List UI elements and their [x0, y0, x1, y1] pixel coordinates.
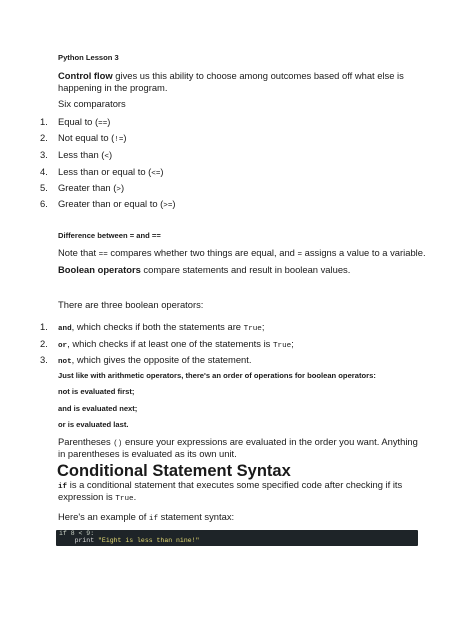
list-number: 2.: [40, 132, 48, 143]
if-description-line-2: expression is True.: [58, 491, 137, 503]
order-line-or: or is evaluated last.: [58, 420, 129, 429]
list-number: 2.: [40, 338, 48, 349]
list-number: 3.: [40, 149, 48, 160]
list-item: Equal to (==): [58, 116, 111, 128]
if-description: if is a conditional statement that executes some specified code after checking if its: [58, 479, 403, 491]
six-comparators-label: Six comparators: [58, 98, 126, 109]
list-number: 1.: [40, 321, 48, 332]
list-number: 5.: [40, 182, 48, 193]
section-heading: Conditional Statement Syntax: [57, 462, 291, 480]
list-item: Less than or equal to (<=): [58, 166, 164, 178]
boolean-operators-paragraph: Boolean operators compare statements and result in boolean values.: [58, 264, 351, 275]
difference-heading: Difference between = and ==: [58, 231, 161, 240]
control-flow-term: Control flow: [58, 70, 113, 81]
list-number: 1.: [40, 116, 48, 127]
list-item: Not equal to (!=): [58, 132, 127, 144]
list-item: Less than (<): [58, 149, 113, 161]
three-operators-label: There are three boolean operators:: [58, 299, 204, 310]
list-item: or, which checks if at least one of the statements is True;: [58, 338, 294, 350]
note-paragraph: Note that == compares whether two things are equal, and = assigns a value to a variable.: [58, 247, 426, 259]
parentheses-paragraph: Parentheses () ensure your expressions are evaluated in the order you want. Anything: [58, 436, 418, 448]
list-number: 6.: [40, 198, 48, 209]
example-intro: Here's an example of if statement syntax:: [58, 511, 235, 523]
list-item: not, which gives the opposite of the statement.: [58, 354, 252, 366]
code-line: print "Eight is less than nine!": [59, 537, 200, 544]
code-line: if 8 < 9:: [59, 530, 95, 537]
list-item: Greater than or equal to (>=): [58, 198, 176, 210]
list-number: 3.: [40, 354, 48, 365]
intro-line-2: happening in the program.: [58, 82, 168, 93]
code-block: [56, 530, 418, 546]
order-line-not: not is evaluated first;: [58, 387, 135, 396]
intro-paragraph: [58, 70, 404, 82]
list-number: 4.: [40, 166, 48, 177]
intro-text: gives us this ability to choose among outcomes based off what else is: [112, 70, 404, 81]
parentheses-line-2: in parentheses is evaluated as its own unit.: [58, 448, 237, 459]
lesson-title: Python Lesson 3: [58, 53, 119, 62]
order-intro: Just like with arithmetic operators, there's an order of operations for boolean operators:: [58, 371, 376, 380]
order-line-and: and is evaluated next;: [58, 404, 138, 413]
list-item: Greater than (>): [58, 182, 125, 194]
list-item: and, which checks if both the statements are True;: [58, 321, 265, 333]
